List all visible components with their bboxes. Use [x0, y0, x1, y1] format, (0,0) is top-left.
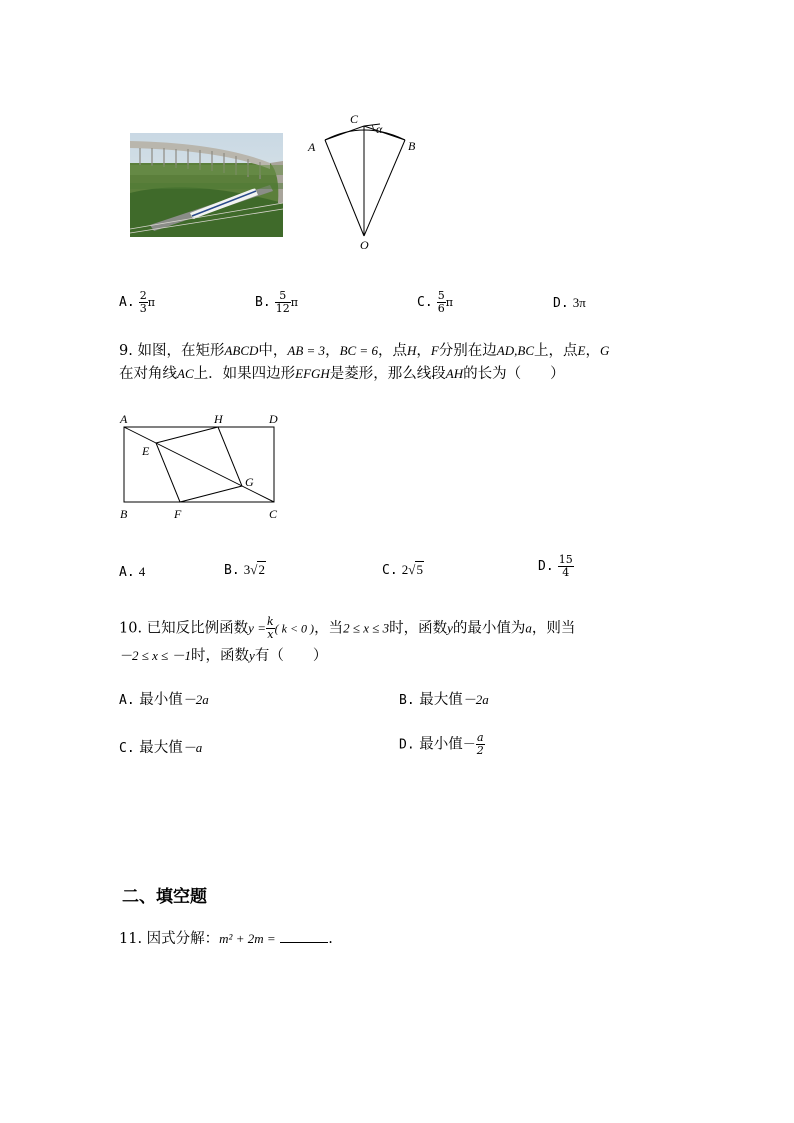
- math-condition: ( k < 0 ): [274, 621, 315, 636]
- arc-ab: [325, 130, 405, 140]
- sqrt-symbol: √5: [408, 562, 423, 577]
- text: 如图，在矩形: [137, 343, 225, 359]
- question-number: 10.: [119, 620, 143, 637]
- label-c: C: [269, 507, 278, 521]
- text: 时，函数: [389, 620, 448, 637]
- option-label: A.: [119, 693, 135, 708]
- segment-ao: [325, 140, 364, 236]
- math-expression: m² + 2m =: [219, 931, 276, 946]
- denominator: 2: [476, 744, 484, 757]
- math-f: F: [430, 343, 439, 358]
- fraction-k-x: [266, 616, 275, 641]
- pi-symbol: π: [147, 296, 156, 309]
- text: ，点: [377, 343, 407, 359]
- q9-line-2: [119, 364, 565, 384]
- diagonal-ac: [124, 427, 274, 502]
- q10-option-a[interactable]: [119, 688, 209, 709]
- segment-ac: [325, 126, 364, 140]
- label-h: H: [214, 412, 223, 426]
- fraction: [275, 290, 291, 315]
- text: .: [328, 931, 333, 947]
- option-label: B.: [224, 563, 240, 578]
- q9-option-b[interactable]: [224, 562, 266, 578]
- numerator: 15: [558, 553, 573, 566]
- train-bridge-image: [130, 133, 283, 237]
- text: 中，: [258, 343, 288, 359]
- text: 因式分解：: [146, 931, 220, 947]
- rectangle-figure: [112, 405, 292, 525]
- radicand: 2: [258, 562, 265, 577]
- math-g: G: [599, 343, 610, 358]
- text: 已知反比例函数: [146, 620, 249, 637]
- math-ab: AB = 3: [287, 343, 326, 358]
- option-text: 最大值: [139, 740, 183, 756]
- q10-option-c[interactable]: [119, 736, 202, 757]
- label-g: G: [245, 475, 254, 489]
- coefficient: 2: [401, 562, 409, 577]
- label-c: C: [350, 112, 359, 126]
- denominator: 12: [275, 302, 290, 315]
- q8-option-b[interactable]: [255, 290, 298, 315]
- numerator: 5: [437, 289, 445, 302]
- text: ，: [585, 343, 600, 359]
- q10-line-2: [119, 646, 327, 666]
- math-range-2: －2 ≤ x ≤ －1: [119, 648, 192, 663]
- math-y-eq: y =: [248, 620, 266, 636]
- option-value: 4: [138, 564, 146, 579]
- option-value: －a: [182, 740, 203, 755]
- option-value: －2a: [462, 692, 489, 707]
- option-text: 最大值: [419, 692, 463, 708]
- q8-option-c[interactable]: [417, 290, 453, 315]
- q9-option-c[interactable]: [382, 562, 424, 578]
- text: 上．如果四边形: [193, 366, 296, 382]
- q10-line-1: [119, 616, 575, 641]
- numerator: 2: [139, 289, 147, 302]
- denominator: 6: [437, 302, 445, 315]
- math-h: H: [406, 343, 417, 358]
- pi-symbol: π: [445, 296, 454, 309]
- denominator: 4: [562, 566, 570, 579]
- text: ，则当: [531, 620, 576, 637]
- math-efgh: EFGH: [295, 366, 330, 381]
- label-f: F: [174, 507, 182, 521]
- pi-symbol: π: [290, 296, 299, 309]
- label-e: E: [142, 444, 150, 458]
- label-o: O: [360, 238, 369, 252]
- option-label: D.: [553, 296, 569, 311]
- denominator: 3: [139, 302, 147, 315]
- option-label: B.: [399, 693, 415, 708]
- option-label: A.: [119, 295, 135, 310]
- text: 是菱形，那么线段: [329, 366, 446, 382]
- text: 分别在边: [438, 343, 497, 359]
- text: 上，点: [534, 343, 578, 359]
- option-label: A.: [119, 565, 135, 580]
- q10-option-d[interactable]: [399, 732, 485, 757]
- text: 有（ ）: [254, 648, 328, 664]
- math-rect: ABCD: [224, 343, 259, 358]
- coefficient: 3: [243, 562, 251, 577]
- question-number: 11.: [119, 931, 143, 947]
- numerator: 5: [275, 290, 291, 303]
- q9-option-d[interactable]: [538, 554, 574, 579]
- label-alpha: α: [376, 122, 383, 136]
- label-d: D: [269, 412, 278, 426]
- sector-figure: [300, 108, 430, 253]
- numerator: k: [266, 615, 274, 628]
- text: 在对角线: [119, 366, 177, 382]
- math-e: E: [577, 343, 586, 358]
- text: ，当: [314, 620, 344, 637]
- label-a: A: [120, 412, 128, 426]
- sqrt-symbol: √2: [250, 562, 265, 577]
- q9-option-a[interactable]: [119, 564, 145, 580]
- label-a: A: [308, 140, 316, 154]
- option-label: D.: [538, 559, 554, 574]
- math-ah: AH: [445, 366, 464, 381]
- label-b: B: [408, 139, 416, 153]
- q10-option-b[interactable]: [399, 688, 489, 709]
- segment-bo: [364, 140, 405, 236]
- math-y: y: [447, 620, 453, 636]
- answer-blank[interactable]: [280, 930, 328, 943]
- option-label: B.: [255, 295, 271, 310]
- q9-line-1: [119, 341, 609, 361]
- option-value: 3π: [572, 295, 586, 310]
- segment-cb: [364, 126, 405, 140]
- math-y: y: [249, 648, 255, 663]
- option-text: 最小值: [419, 736, 463, 753]
- section-heading: 二、填空题: [122, 887, 207, 907]
- math-edges: AD,BC: [496, 343, 534, 358]
- text: 的最小值为: [452, 620, 526, 637]
- numerator: a: [477, 731, 484, 744]
- minus-sign: －: [462, 736, 476, 752]
- option-label: C.: [119, 741, 135, 756]
- text: 时，函数: [191, 648, 250, 664]
- option-label: C.: [417, 295, 433, 310]
- option-label: D.: [399, 737, 415, 753]
- fraction: [558, 554, 574, 579]
- math-range-1: 2 ≤ x ≤ 3: [343, 620, 390, 636]
- option-value: －2a: [182, 692, 209, 707]
- math-ac: AC: [177, 366, 194, 381]
- text: ，: [416, 343, 431, 359]
- q8-option-a[interactable]: [119, 290, 155, 315]
- fraction: [139, 290, 148, 315]
- math-bc: BC = 6: [339, 343, 378, 358]
- option-label: C.: [382, 563, 398, 578]
- q11-line: [119, 929, 333, 949]
- fraction: [437, 290, 446, 315]
- text: ，: [325, 343, 340, 359]
- train-bridge-photo: [130, 133, 283, 237]
- math-a: a: [525, 620, 532, 636]
- denominator: x: [267, 628, 274, 641]
- option-text: 最小值: [139, 692, 183, 708]
- label-b: B: [120, 507, 128, 521]
- radicand: 5: [416, 562, 423, 577]
- text: 的长为（ ）: [463, 366, 565, 382]
- fraction: [476, 732, 485, 757]
- question-number: 9.: [119, 343, 133, 359]
- q8-option-d[interactable]: [553, 295, 586, 311]
